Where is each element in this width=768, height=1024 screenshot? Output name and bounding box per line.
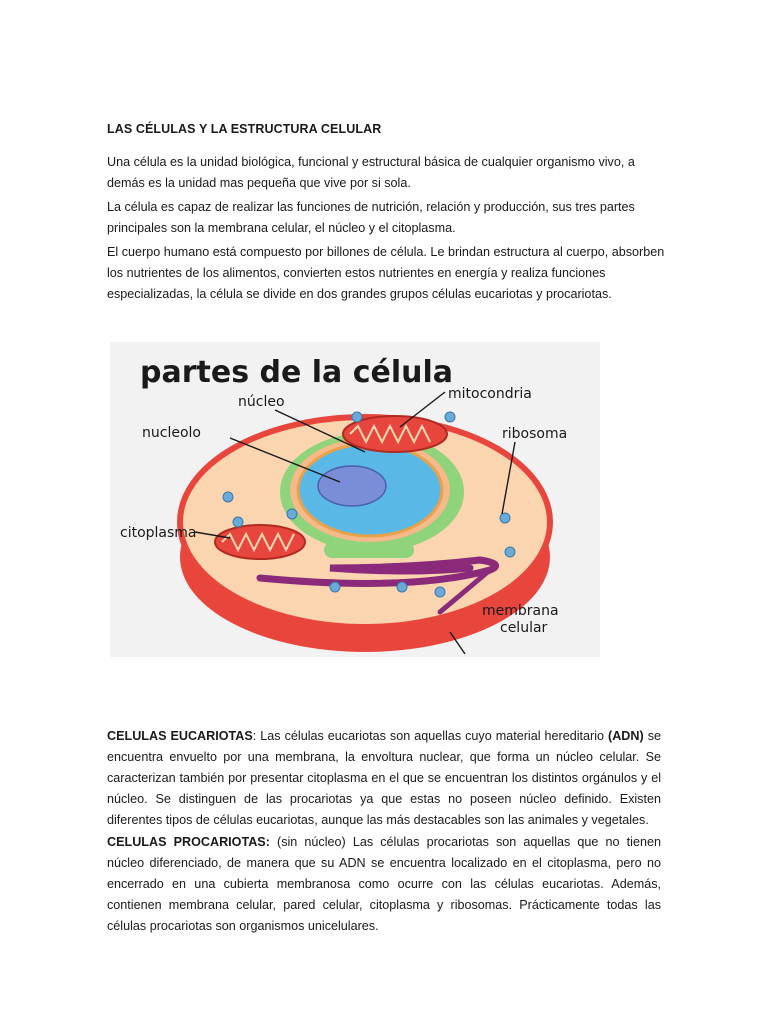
- ribosome-dot: [445, 412, 455, 422]
- label-ribosoma: ribosoma: [502, 426, 568, 442]
- label-membrana-line2: celular: [500, 620, 548, 636]
- ribosome-dot: [352, 412, 362, 422]
- paragraph-intro: Una célula es la unidad biológica, funcional y estructural básica de cualquier organismo vivo, a demás es la unidad mas pequeña que vive por si sola.: [107, 155, 635, 190]
- paragraph-human-body: El cuerpo humano está compuesto por billones de célula. Le brindan estructura al cuerpo, absorben los nutrientes de los alimentos, convierten estos nutrientes en energía y realiza funciones especializadas, la célula se divide en dos grandes grupos células eucariotas y procariotas.: [107, 245, 665, 301]
- ribosome-dot: [505, 547, 515, 557]
- diagram-title: partes de la célula: [140, 355, 454, 390]
- mitochondrion-left: [215, 525, 305, 559]
- label-membrana-line1: membrana: [482, 603, 559, 619]
- ribosome-dot: [435, 587, 445, 597]
- ribosome-dot: [397, 582, 407, 592]
- label-citoplasma: citoplasma: [120, 525, 197, 541]
- eucariotas-text-b: se encuentra envuelto por una membrana, la envoltura nuclear, que forma un núcleo celular. Se caracterizan también por presentar citoplasma en el que se encuentran los distintos orgánulos y el núcleo. Se distinguen de las procariotas ya que estas no poseen núcleo definido. Existen diferentes tipos de células eucariotas, aunque las más destacables son las animales y vegetales.: [107, 729, 662, 827]
- procariotas-text: (sin núcleo) Las células procariotas son aquellas que no tienen núcleo diferenciado, de manera que su ADN se encuentra localizado en el citoplasma, pero no encerrado en una cubierta membranosa como ocurre con las células eucariotas. Además, contienen membrana celular, pared celular, citoplasma y ribosomas. Prácticamente todas las células procariotas son organismos unicelulares.: [107, 835, 661, 933]
- label-nucleolo: nucleolo: [142, 425, 201, 441]
- ribosome-dot: [287, 509, 297, 519]
- paragraph-functions: La célula es capaz de realizar las funciones de nutrición, relación y producción, sus tres partes principales son la membrana celular, el núcleo y el citoplasma.: [107, 200, 635, 235]
- er-bottom: [324, 542, 414, 558]
- nucleolus: [318, 466, 386, 506]
- procariotas-heading: CELULAS PROCARIOTAS:: [107, 835, 270, 849]
- cell-diagram: [110, 342, 600, 657]
- ribosome-dot: [223, 492, 233, 502]
- cell-diagram-svg: [110, 342, 600, 657]
- paragraph-procariotas: [107, 832, 661, 937]
- ribosome-dot: [500, 513, 510, 523]
- ribosome-dot: [233, 517, 243, 527]
- eucariotas-adn: (ADN): [608, 729, 644, 743]
- eucariotas-text-a: : Las células eucariotas son aquellas cuyo material hereditario: [252, 729, 609, 743]
- ribosome-dot: [330, 582, 340, 592]
- paragraph-eucariotas: [107, 726, 661, 831]
- document-title: LAS CÉLULAS Y LA ESTRUCTURA CELULAR: [107, 122, 382, 136]
- label-nucleo: núcleo: [238, 394, 285, 410]
- label-mitocondria: mitocondria: [448, 386, 532, 402]
- eucariotas-heading: CELULAS EUCARIOTAS: [107, 729, 253, 743]
